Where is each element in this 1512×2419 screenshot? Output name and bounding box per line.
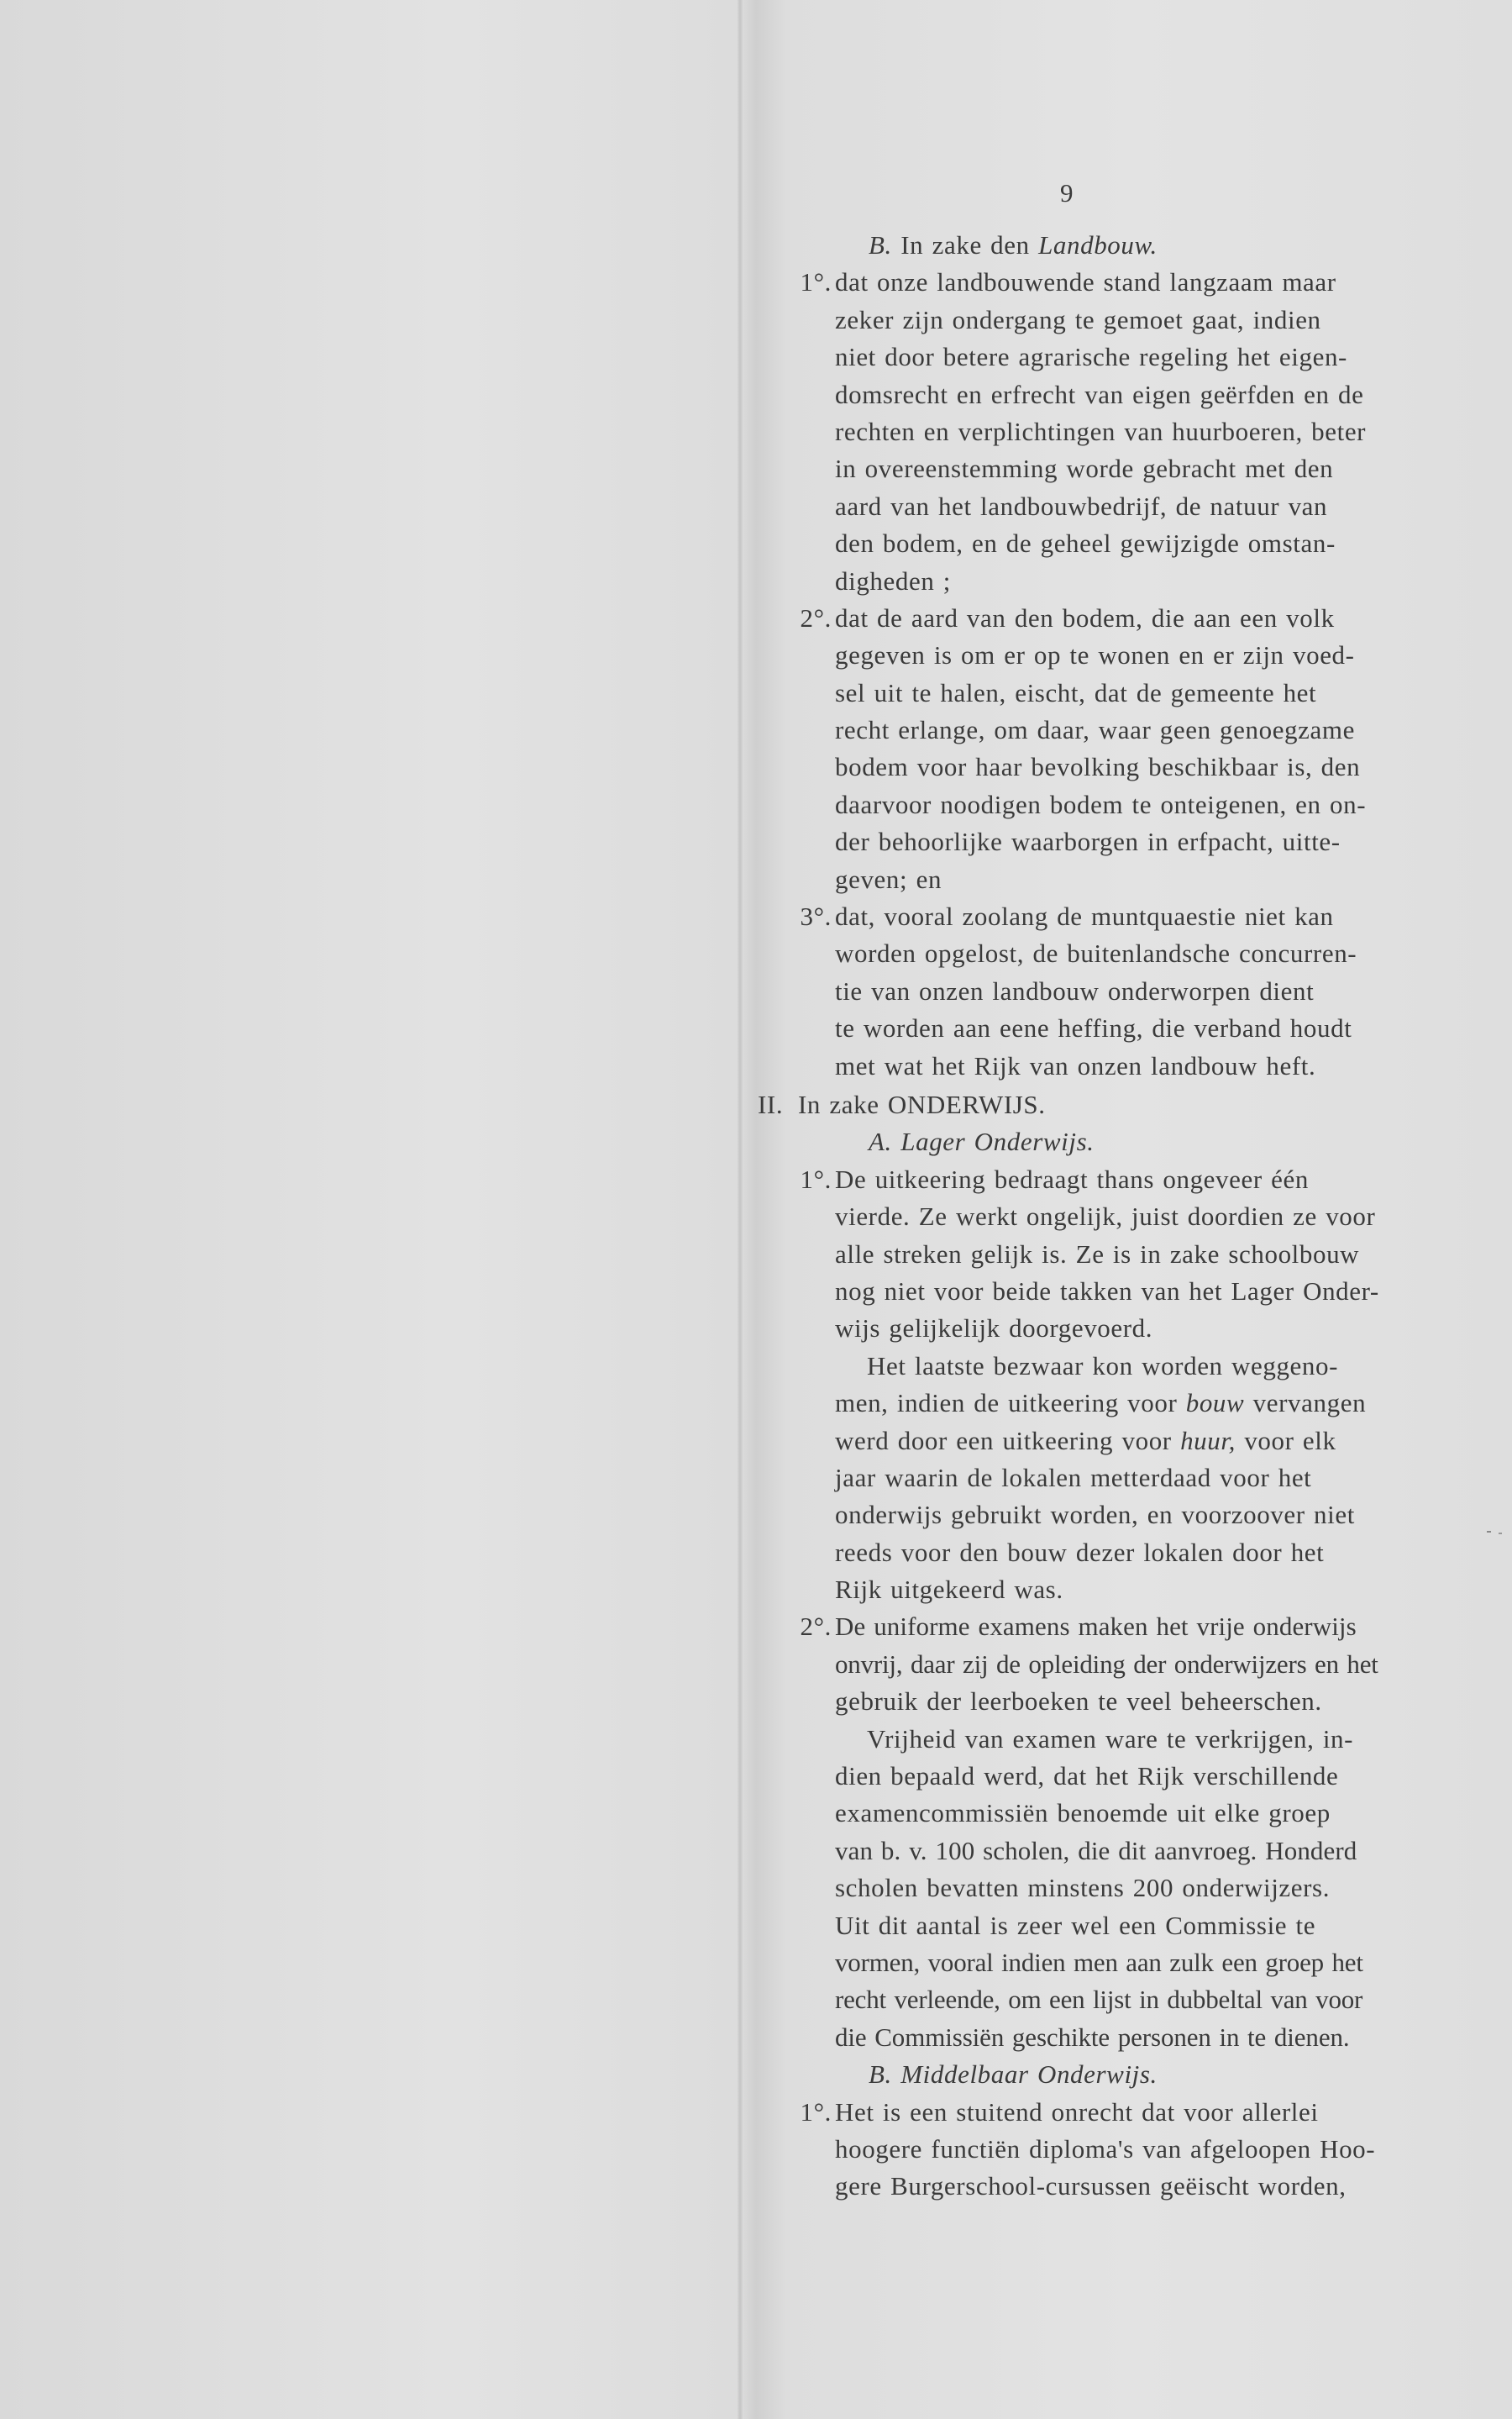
text-line: digheden ;	[835, 565, 951, 596]
text-line: daarvoor noodigen bodem te onteigenen, en on-	[835, 789, 1367, 819]
text-line: niet door betere agrarische regeling het eigen-	[835, 342, 1347, 372]
text-line: recht verleende, om een lijst in dubbeltal van voor	[835, 1985, 1363, 2015]
list-item: 1°. Het is een stuitend onrecht dat voor allerlei hoogere functiën diploma's van afgeloopen Hoo- gere Burgerschool-cursussen geëischt worden,	[758, 2094, 1416, 2206]
text-line: wijs gelijkelijk doorgevoerd.	[835, 1313, 1153, 1344]
text-line: De uniforme examens maken het vrije onderwijs	[835, 1612, 1357, 1642]
text-line: men, indien de uitkeering voor bouw vervangen	[835, 1388, 1367, 1418]
list-item: 1°. dat onze landbouwende stand langzaam maar zeker zijn ondergang te gemoet gaat, indien niet door betere agrarische regeling het eigen- domsrecht en erfrecht van eigen geërfden en de rechten en verplichtingen van huurboeren, beter in overeenstemming worde gebracht met den aard van het landbouwbedrijf, de natuur van den bodem, en de geheel gewijzigde omstan- digheden ;	[758, 264, 1416, 600]
text-line: zeker zijn ondergang te gemoet gaat, indien	[835, 304, 1321, 334]
list-item: 3°. dat, vooral zoolang de muntquaestie niet kan worden opgelost, de buitenlandsche concurren- tie van onzen landbouw onderworpen dient te worden aan eene heffing, die verband houdt met wat het Rijk van onzen landbouw heft.	[758, 898, 1416, 1085]
text-line: onvrij, daar zij de opleiding der onderwijzers en het	[835, 1649, 1378, 1679]
text-line: Uit dit aantal is zeer wel een Commissie te	[835, 1910, 1316, 1940]
text-line: onderwijs gebruikt worden, en voorzoover niet	[835, 1500, 1355, 1530]
text-line: domsrecht en erfrecht van eigen geërfden en de	[835, 379, 1364, 409]
book-gutter	[738, 0, 743, 2419]
text-line: aard van het landbouwbedrijf, de natuur van	[835, 491, 1328, 521]
text-line: geven; en	[835, 864, 942, 894]
text-line: Het laatste bezwaar kon worden weggeno-	[867, 1350, 1339, 1380]
text-line: gere Burgerschool-cursussen geëischt worden,	[835, 2171, 1347, 2201]
text-line: hoogere functiën diploma's van afgeloopen Hoo-	[835, 2133, 1376, 2164]
text-line: den bodem, en de geheel gewijzigde omstan-	[835, 528, 1336, 559]
subsection-heading-middelbaar-onderwijs: B. Middelbaar Onderwijs.	[869, 2059, 1158, 2090]
text-line: Vrijheid van examen ware te verkrijgen, in-	[867, 1723, 1354, 1754]
text-line: tie van onzen landbouw onderworpen dient	[835, 975, 1315, 1006]
text-line: gebruik der leerboeken te veel beheerschen.	[835, 1686, 1322, 1717]
text-line: dat, vooral zoolang de muntquaestie niet kan	[835, 902, 1334, 932]
text-line: met wat het Rijk van onzen landbouw heft.	[835, 1050, 1316, 1081]
text-line: jaar waarin de lokalen metterdaad voor het	[835, 1462, 1312, 1492]
list-item: 1°. De uitkeering bedraagt thans ongeveer één vierde. Ze werkt ongelijk, juist doordien ze voor alle streken gelijk is. Ze is in zake schoolbouw nog niet voor beide takken van het Lager Onder- wijs gelijkelijk doorgevoerd. Het laatste bezwaar kon worden weggeno- men, indien de uitkeering voor bouw vervangen werd door een uitkeering voor huur, voor elk jaar waarin de lokalen metterdaad voor het onderwijs gebruikt worden, en voorzoover niet reeds voor den bouw dezer lokalen door het Rijk uitgekeerd was.	[758, 1161, 1416, 1609]
scan-speck	[1499, 1533, 1502, 1534]
text-line: dat de aard van den bodem, die aan een volk	[835, 602, 1335, 633]
text-line: Het is een stuitend onrecht dat voor allerlei	[835, 2096, 1319, 2127]
text-line: van b. v. 100 scholen, die dit aanvroeg. Honderd	[835, 1835, 1357, 1865]
text-line: De uitkeering bedraagt thans ongeveer één	[835, 1164, 1309, 1194]
list-item: 2°. De uniforme examens maken het vrije onderwijs onvrij, daar zij de opleiding der onderwijzers en het gebruik der leerboeken te veel beheerschen. Vrijheid van examen ware te verkrijgen, in- dien bepaald werd, dat het Rijk verschillende examencommissiën benoemde uit elke groep van b. v. 100 scholen, die dit aanvroeg. Honderd scholen bevatten minstens 200 onderwijzers. Uit dit aantal is zeer wel een Commissie te vormen, vooral indien men aan zulk een groep het recht verleende, om een lijst in dubbeltal van voor die Commissiën geschikte personen in te dienen.	[758, 1608, 1416, 2056]
text-line: recht erlange, om daar, waar geen genoegzame	[835, 715, 1355, 745]
section-heading-landbouw: B. In zake den Landbouw.	[869, 230, 1158, 260]
text-line: reeds voor den bouw dezer lokalen door het	[835, 1537, 1325, 1567]
text-line: nog niet voor beide takken van het Lager Onder-	[835, 1275, 1379, 1306]
text-line: worden opgelost, de buitenlandsche concurren-	[835, 939, 1357, 969]
page-number: 9	[1060, 178, 1074, 208]
text-line: dat onze landbouwende stand langzaam maar	[835, 267, 1336, 297]
text-line: rechten en verplichtingen van huurboeren, beter	[835, 416, 1367, 446]
text-line: scholen bevatten minstens 200 onderwijzers.	[835, 1873, 1331, 1903]
text-line: vormen, vooral indien men aan zulk een groep het	[835, 1947, 1363, 1977]
section-heading-onderwijs: II. In zake ONDERWIJS.	[758, 1089, 1046, 1119]
text-line: bodem voor haar bevolking beschikbaar is, den	[835, 752, 1361, 782]
text-line: vierde. Ze werkt ongelijk, juist doordien ze voor	[835, 1202, 1376, 1232]
text-line: Rijk uitgekeerd was.	[835, 1575, 1063, 1605]
text-line: dien bepaald werd, dat het Rijk verschillende	[835, 1761, 1339, 1791]
list-item: 2°. dat de aard van den bodem, die aan een volk gegeven is om er op te wonen en er zijn voed- sel uit te halen, eischt, dat de gemeente het recht erlange, om daar, waar geen genoegzame bodem voor haar bevolking beschikbaar is, den daarvoor noodigen bodem te onteigenen, en on- der behoorlijke waarborgen in erfpacht, uitte- geven; en	[758, 600, 1416, 898]
text-line: die Commissiën geschikte personen in te dienen.	[835, 2022, 1350, 2052]
text-line: te worden aan eene heffing, die verband houdt	[835, 1013, 1352, 1044]
text-line: examencommissiën benoemde uit elke groep	[835, 1798, 1331, 1828]
text-line: werd door een uitkeering voor huur, voor elk	[835, 1425, 1336, 1455]
text-line: in overeenstemming worde gebracht met den	[835, 454, 1334, 484]
document-body	[758, 227, 1416, 2206]
text-line: sel uit te halen, eischt, dat de gemeente het	[835, 677, 1317, 707]
text-line: alle streken gelijk is. Ze is in zake schoolbouw	[835, 1238, 1360, 1269]
text-line: der behoorlijke waarborgen in erfpacht, uitte-	[835, 827, 1341, 857]
scan-speck	[1487, 1531, 1491, 1533]
text-line: gegeven is om er op te wonen en er zijn voed-	[835, 640, 1355, 670]
subsection-heading-lager-onderwijs: A. Lager Onderwijs.	[869, 1127, 1095, 1157]
